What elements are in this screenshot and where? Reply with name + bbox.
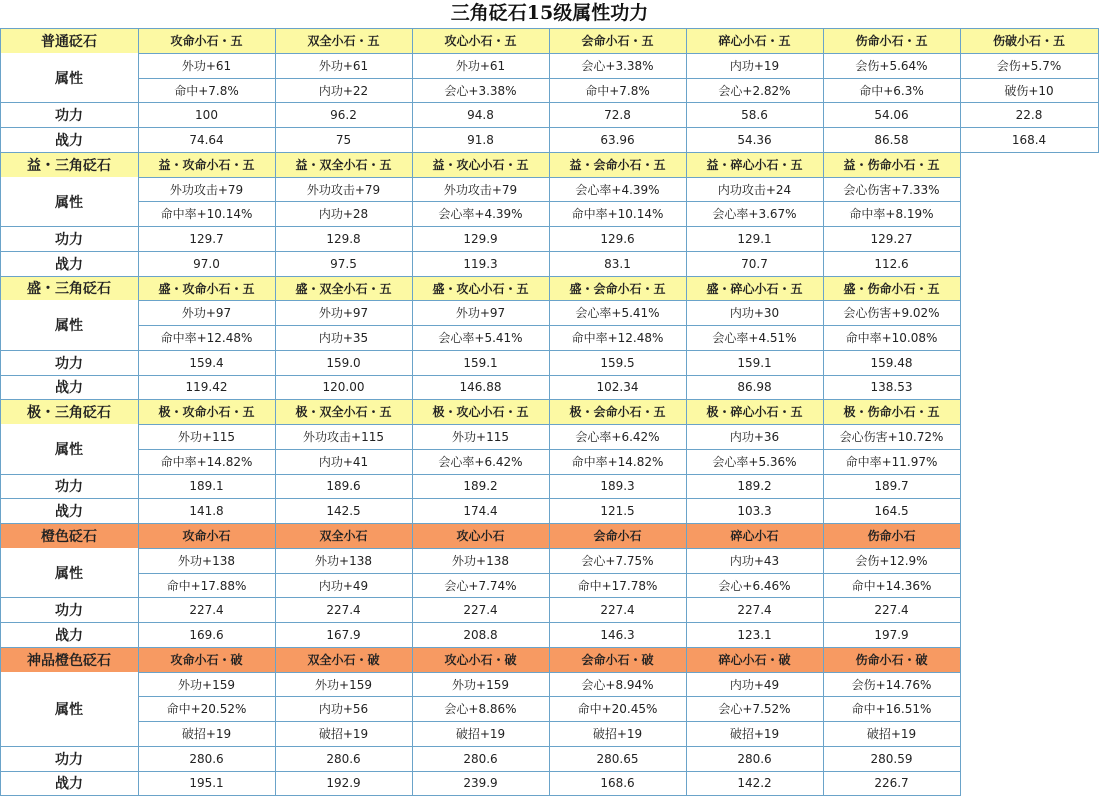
- combat-value: 86.58: [874, 132, 909, 147]
- attribute-value: 命中+20.45%: [577, 702, 658, 716]
- grid-line: [686, 152, 687, 277]
- attribute-value: 命中+16.51%: [851, 702, 932, 716]
- attribute-value: 外功+159: [178, 677, 235, 692]
- grid-line: [275, 399, 276, 524]
- combat-value: 70.7: [741, 256, 768, 271]
- attribute-value: 破招+19: [455, 727, 506, 741]
- row-label-power: 功力: [55, 231, 83, 248]
- combat-value: 63.96: [600, 132, 635, 147]
- row-label-combat: 战力: [55, 503, 83, 520]
- combat-value: 239.9: [463, 776, 498, 790]
- power-value: 280.6: [737, 751, 772, 766]
- grid-line: [960, 152, 961, 277]
- power-value: 189.7: [874, 479, 909, 493]
- attribute-value: 命中+17.88%: [166, 578, 247, 593]
- attribute-value: 命中+20.52%: [166, 702, 247, 716]
- power-value: 159.4: [189, 355, 224, 370]
- grid-line: [549, 399, 550, 524]
- combat-value: 164.5: [874, 503, 909, 518]
- grid-line: [275, 523, 276, 648]
- attribute-value: 外功+138: [315, 554, 372, 568]
- power-value: 227.4: [189, 602, 224, 617]
- grid-line: [960, 276, 961, 400]
- power-value: 159.5: [600, 355, 635, 370]
- combat-value: 168.4: [1011, 132, 1047, 147]
- combat-value: 169.6: [189, 627, 224, 642]
- stone-name-header: 会命小石・破: [549, 647, 686, 672]
- attribute-value: 外功攻击+79: [169, 182, 244, 197]
- combat-value: 195.1: [189, 776, 224, 790]
- grid-line: [960, 647, 961, 796]
- attribute-value: 会心率+6.42%: [575, 430, 660, 444]
- combat-value: 146.3: [600, 627, 635, 642]
- combat-value: 74.64: [189, 132, 224, 147]
- attribute-value: 会伤+5.7%: [996, 59, 1062, 73]
- stone-name-header: 盛・碎心小石・五: [686, 276, 823, 300]
- attribute-value: 内功攻击+24: [717, 182, 792, 197]
- power-value: 22.8: [1015, 107, 1043, 122]
- grid-line: [960, 523, 961, 648]
- power-value: 280.59: [870, 751, 913, 766]
- combat-value: 97.5: [330, 256, 357, 271]
- attribute-value: 破招+19: [866, 727, 917, 741]
- attribute-value: 会心+6.46%: [718, 578, 791, 593]
- power-value: 72.8: [604, 107, 631, 122]
- grid-line: [0, 523, 1, 648]
- grid-line: [0, 399, 961, 400]
- grid-line: [412, 523, 413, 648]
- grid-line: [0, 795, 961, 796]
- row-label-power: 功力: [55, 107, 83, 124]
- stone-name-header: 盛・双全小石・五: [275, 276, 412, 300]
- combat-value: 146.88: [459, 380, 502, 394]
- grid-line: [412, 647, 413, 796]
- stone-name-header: 伤命小石・五: [823, 28, 960, 53]
- stone-name-header: 益・攻命小石・五: [138, 152, 275, 177]
- attribute-value: 外功+97: [318, 306, 369, 320]
- grid-line: [138, 53, 1099, 54]
- attribute-value: 会心伤害+9.02%: [843, 306, 940, 320]
- grid-line: [0, 523, 961, 524]
- combat-value: 121.5: [600, 503, 635, 518]
- section-title: 盛・三角砭石: [0, 276, 138, 300]
- combat-value: 103.3: [737, 503, 772, 518]
- attribute-value: 会心率+4.39%: [575, 182, 660, 197]
- grid-line: [549, 276, 550, 400]
- stone-name-header: 伤破小石・五: [960, 28, 1098, 53]
- row-label-attributes: 属性: [55, 702, 83, 718]
- attribute-value: 内功+36: [729, 430, 780, 444]
- power-value: 129.1: [737, 231, 772, 246]
- row-label-attributes: 属性: [55, 70, 83, 87]
- stone-name-header: 益・碎心小石・五: [686, 152, 823, 177]
- combat-value: 167.9: [326, 627, 361, 642]
- attribute-value: 破招+19: [729, 727, 780, 741]
- stone-name-header: 益・会命小石・五: [549, 152, 686, 177]
- grid-line: [275, 276, 276, 400]
- attribute-value: 会心伤害+7.33%: [843, 182, 940, 197]
- attribute-value: 命中率+10.08%: [845, 331, 938, 345]
- stone-name-header: 双全小石: [275, 523, 412, 548]
- attribute-value: 会心+3.38%: [444, 83, 517, 98]
- attribute-value: 命中+7.8%: [174, 83, 239, 98]
- stone-name-header: 盛・伤命小石・五: [823, 276, 960, 300]
- attribute-value: 命中率+8.19%: [849, 207, 934, 221]
- power-value: 280.6: [326, 751, 361, 766]
- attribute-value: 会心率+5.36%: [712, 455, 797, 469]
- attribute-value: 会伤+12.9%: [855, 554, 928, 568]
- power-value: 54.06: [874, 107, 909, 122]
- combat-value: 75: [335, 132, 352, 147]
- power-value: 129.27: [870, 231, 913, 246]
- combat-value: 119.42: [185, 380, 228, 394]
- attribute-value: 命中率+12.48%: [160, 331, 253, 345]
- attribute-value: 命中率+14.82%: [160, 455, 253, 469]
- row-label-attributes: 属性: [55, 565, 83, 582]
- grid-line: [549, 523, 550, 648]
- power-value: 189.1: [189, 479, 224, 493]
- stone-name-header: 极・攻命小石・五: [138, 399, 275, 424]
- attribute-value: 内功+19: [729, 59, 780, 73]
- row-label-combat: 战力: [55, 776, 83, 792]
- stone-name-header: 益・伤命小石・五: [823, 152, 960, 177]
- power-value: 227.4: [326, 602, 361, 617]
- stone-name-header: 伤命小石・破: [823, 647, 960, 672]
- grid-line: [138, 523, 139, 648]
- combat-value: 174.4: [463, 503, 498, 518]
- attribute-value: 会心率+4.51%: [712, 331, 797, 345]
- attribute-value: 会心率+4.39%: [438, 207, 523, 221]
- attribute-value: 外功+159: [452, 677, 509, 692]
- grid-line: [275, 28, 276, 153]
- grid-line: [0, 152, 1, 277]
- power-value: 96.2: [330, 107, 357, 122]
- attribute-value: 会心+8.94%: [581, 677, 654, 692]
- grid-line: [138, 399, 139, 524]
- section-title: 神品橙色砭石: [0, 647, 138, 672]
- combat-value: 208.8: [463, 627, 498, 642]
- attribute-value: 外功+97: [181, 306, 232, 320]
- attribute-value: 内功+35: [318, 331, 369, 345]
- stone-name-header: 益・双全小石・五: [275, 152, 412, 177]
- combat-value: 102.34: [596, 380, 639, 394]
- combat-value: 168.6: [600, 776, 635, 790]
- attribute-value: 命中+17.78%: [577, 578, 658, 593]
- attribute-value: 外功+97: [455, 306, 506, 320]
- stone-name-header: 攻命小石・破: [138, 647, 275, 672]
- attribute-value: 破招+19: [318, 727, 369, 741]
- power-value: 129.7: [189, 231, 224, 246]
- combat-value: 97.0: [193, 256, 220, 271]
- attribute-value: 命中率+12.48%: [571, 331, 664, 345]
- grid-line: [412, 28, 413, 153]
- attribute-value: 会伤+14.76%: [851, 677, 932, 692]
- power-value: 189.2: [463, 479, 498, 493]
- grid-line: [275, 152, 276, 277]
- row-label-power: 功力: [55, 355, 83, 372]
- attribute-value: 命中率+11.97%: [845, 455, 938, 469]
- grid-line: [0, 28, 1, 153]
- attribute-value: 内功+49: [729, 677, 780, 692]
- grid-line: [549, 28, 550, 153]
- grid-line: [823, 276, 824, 400]
- power-value: 159.48: [870, 355, 913, 370]
- attribute-value: 会心+8.86%: [444, 702, 517, 716]
- attribute-value: 命中率+10.14%: [571, 207, 664, 221]
- attribute-value: 内功+41: [318, 455, 369, 469]
- stone-name-header: 盛・攻心小石・五: [412, 276, 549, 300]
- power-value: 129.6: [600, 231, 635, 246]
- stone-name-header: 攻命小石・五: [138, 28, 275, 53]
- attribute-value: 外功+138: [452, 554, 509, 568]
- power-value: 58.6: [741, 107, 768, 122]
- combat-value: 112.6: [874, 256, 909, 271]
- row-label-attributes: 属性: [55, 442, 83, 458]
- stone-name-header: 双全小石・破: [275, 647, 412, 672]
- attribute-value: 破伤+10: [1004, 83, 1054, 98]
- combat-value: 141.8: [189, 503, 224, 518]
- power-value: 280.6: [189, 751, 224, 766]
- stone-name-header: 盛・会命小石・五: [549, 276, 686, 300]
- section-title: 普通砭石: [0, 28, 138, 53]
- grid-line: [412, 276, 413, 400]
- power-value: 94.8: [467, 107, 494, 122]
- grid-line: [686, 647, 687, 796]
- grid-line: [823, 647, 824, 796]
- grid-line: [0, 647, 961, 648]
- grid-line: [0, 647, 1, 796]
- stone-name-header: 极・双全小石・五: [275, 399, 412, 424]
- combat-value: 138.53: [870, 380, 913, 394]
- grid-line: [823, 152, 824, 277]
- grid-line: [549, 152, 550, 277]
- grid-line: [0, 276, 961, 277]
- power-value: 227.4: [737, 602, 772, 617]
- attribute-value: 破招+19: [592, 727, 643, 741]
- attribute-value: 会心+7.52%: [718, 702, 791, 716]
- grid-line: [823, 28, 824, 153]
- stone-name-header: 益・攻心小石・五: [412, 152, 549, 177]
- power-value: 159.0: [326, 355, 361, 370]
- power-value: 159.1: [737, 355, 772, 370]
- attribute-value: 外功攻击+79: [443, 182, 518, 197]
- attribute-value: 内功+43: [729, 554, 780, 568]
- stone-name-header: 攻心小石: [412, 523, 549, 548]
- power-value: 227.4: [600, 602, 635, 617]
- combat-value: 123.1: [737, 627, 772, 642]
- attribute-value: 外功+61: [455, 59, 506, 73]
- combat-value: 142.5: [326, 503, 361, 518]
- row-label-attributes: 属性: [55, 194, 83, 211]
- attribute-value: 会心率+3.67%: [712, 207, 797, 221]
- power-value: 280.65: [596, 751, 639, 766]
- power-value: 227.4: [463, 602, 498, 617]
- attribute-value: 会心率+5.41%: [438, 331, 523, 345]
- attribute-value: 内功+30: [729, 306, 780, 320]
- power-value: 280.6: [463, 751, 498, 766]
- stone-name-header: 极・会命小石・五: [549, 399, 686, 424]
- row-label-attributes: 属性: [55, 318, 83, 334]
- grid-line: [138, 28, 139, 153]
- stone-name-header: 极・伤命小石・五: [823, 399, 960, 424]
- attribute-value: 外功+115: [178, 430, 235, 444]
- attribute-value: 外功+138: [178, 554, 235, 568]
- attribute-value: 内功+28: [318, 207, 369, 221]
- stone-name-header: 攻命小石: [138, 523, 275, 548]
- stone-name-header: 双全小石・五: [275, 28, 412, 53]
- stone-name-header: 攻心小石・破: [412, 647, 549, 672]
- grid-line: [412, 152, 413, 277]
- section-title: 益・三角砭石: [0, 152, 138, 177]
- row-label-combat: 战力: [55, 380, 83, 396]
- attribute-value: 命中率+14.82%: [571, 455, 664, 469]
- power-value: 100: [195, 107, 218, 122]
- attribute-value: 会心+7.75%: [581, 554, 654, 568]
- row-label-power: 功力: [55, 751, 83, 768]
- attribute-value: 会心+2.82%: [718, 83, 791, 98]
- grid-line: [549, 647, 550, 796]
- combat-value: 119.3: [463, 256, 498, 271]
- attribute-value: 命中+7.8%: [585, 83, 650, 98]
- row-label-power: 功力: [55, 479, 83, 495]
- grid-line: [686, 276, 687, 400]
- attribute-value: 命中+14.36%: [851, 578, 932, 593]
- power-value: 189.3: [600, 479, 635, 493]
- attribute-value: 内功+49: [318, 578, 369, 593]
- attribute-value: 外功+115: [452, 430, 509, 444]
- attribute-value: 外功+61: [181, 59, 232, 73]
- combat-value: 192.9: [326, 776, 361, 790]
- attribute-value: 内功+22: [318, 83, 369, 98]
- stone-name-header: 碎心小石・五: [686, 28, 823, 53]
- stone-name-header: 盛・攻命小石・五: [138, 276, 275, 300]
- combat-value: 83.1: [604, 256, 631, 271]
- attribute-value: 会伤+5.64%: [855, 59, 928, 73]
- attribute-value: 外功攻击+79: [306, 182, 381, 197]
- grid-line: [138, 152, 139, 277]
- power-value: 159.1: [463, 355, 498, 370]
- power-value: 129.9: [463, 231, 498, 246]
- section-title: 橙色砭石: [0, 523, 138, 548]
- grid-line: [275, 647, 276, 796]
- grid-line: [823, 399, 824, 524]
- stone-name-header: 攻心小石・五: [412, 28, 549, 53]
- attribute-value: 会心率+5.41%: [575, 306, 660, 320]
- combat-value: 197.9: [874, 627, 909, 642]
- grid-line: [0, 152, 961, 153]
- attribute-value: 会心率+6.42%: [438, 455, 523, 469]
- grid-line: [0, 399, 1, 524]
- combat-value: 120.00: [322, 380, 365, 394]
- grid-line: [960, 28, 961, 153]
- page-title: 三角砭石15级属性功力: [0, 0, 1099, 27]
- attribute-value: 会心+7.74%: [444, 578, 517, 593]
- combat-value: 226.7: [874, 776, 909, 790]
- attribute-value: 命中+6.3%: [859, 83, 924, 98]
- power-value: 227.4: [874, 602, 909, 617]
- power-value: 189.2: [737, 479, 772, 493]
- stone-name-header: 极・碎心小石・五: [686, 399, 823, 424]
- grid-line: [138, 78, 1099, 79]
- grid-line: [686, 399, 687, 524]
- grid-line: [0, 276, 1, 400]
- row-label-combat: 战力: [55, 256, 83, 273]
- stone-name-header: 伤命小石: [823, 523, 960, 548]
- stone-name-header: 碎心小石・破: [686, 647, 823, 672]
- grid-line: [686, 523, 687, 648]
- row-label-combat: 战力: [55, 627, 83, 644]
- attribute-value: 内功+56: [318, 702, 369, 716]
- attribute-value: 会心伤害+10.72%: [839, 430, 944, 444]
- grid-line: [138, 276, 139, 400]
- grid-line: [960, 399, 961, 524]
- grid-line: [686, 28, 687, 153]
- attribute-value: 外功攻击+115: [303, 430, 384, 444]
- stone-name-header: 会命小石・五: [549, 28, 686, 53]
- grid-line: [412, 399, 413, 524]
- attribute-value: 命中率+10.14%: [160, 207, 253, 221]
- grid-line: [823, 523, 824, 648]
- combat-value: 54.36: [737, 132, 772, 147]
- combat-value: 91.8: [467, 132, 494, 147]
- grid-line: [138, 647, 139, 796]
- combat-value: 142.2: [737, 776, 772, 790]
- row-label-power: 功力: [55, 602, 83, 619]
- attribute-value: 外功+159: [315, 677, 372, 692]
- row-label-combat: 战力: [55, 132, 83, 149]
- stone-name-header: 极・攻心小石・五: [412, 399, 549, 424]
- attribute-value: 破招+19: [181, 727, 232, 741]
- section-title: 极・三角砭石: [0, 399, 138, 424]
- power-value: 189.6: [326, 479, 361, 493]
- attribute-value: 会心+3.38%: [581, 59, 654, 73]
- stone-name-header: 会命小石: [549, 523, 686, 548]
- power-value: 129.8: [326, 231, 361, 246]
- stone-name-header: 碎心小石: [686, 523, 823, 548]
- combat-value: 86.98: [737, 380, 772, 394]
- attribute-value: 外功+61: [318, 59, 369, 73]
